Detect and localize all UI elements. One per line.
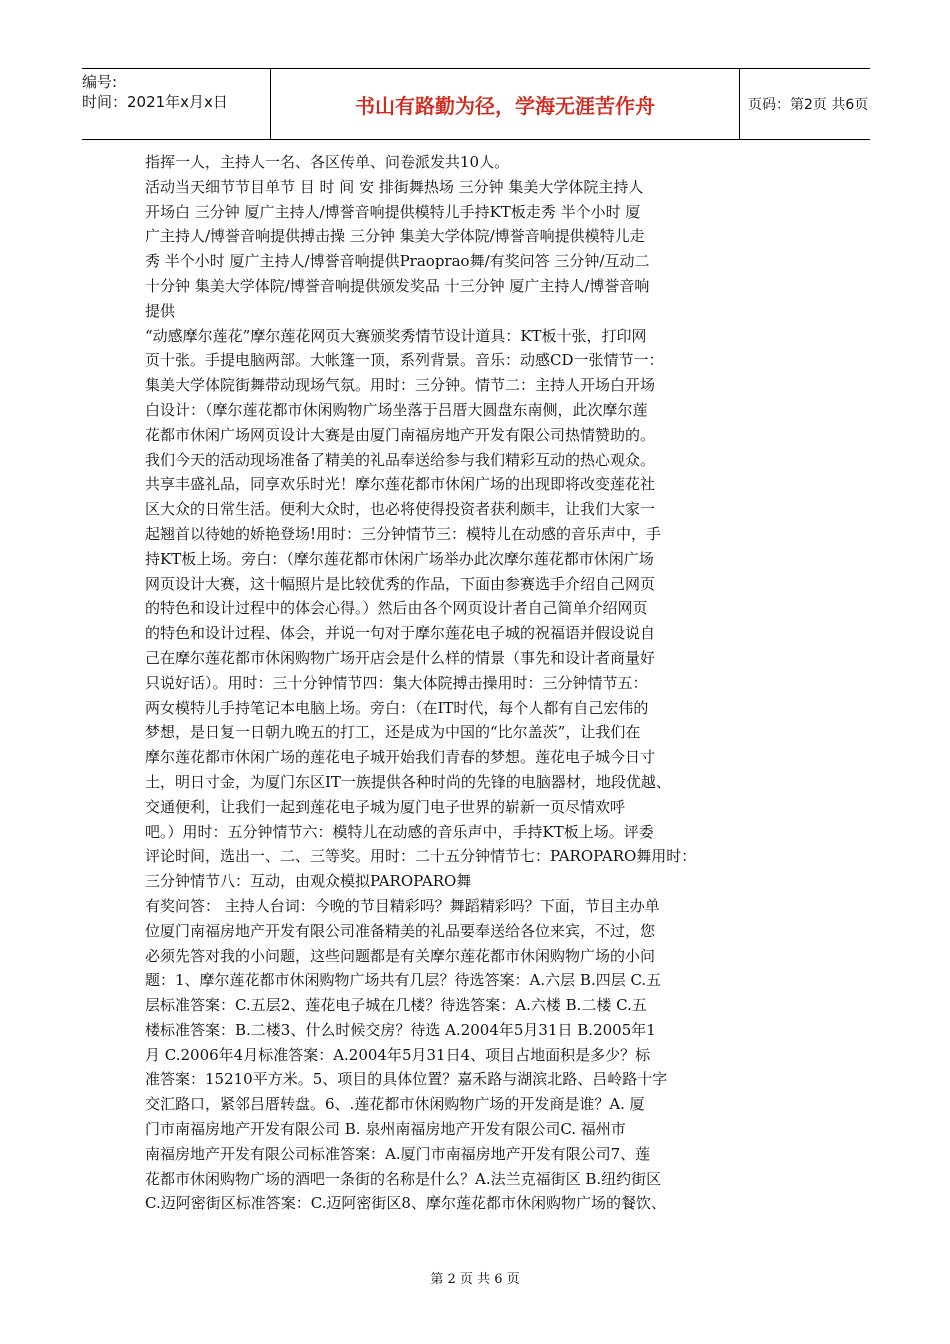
body-text-line: 指挥一人，主持人一名、各区传单、问卷派发共10人。 bbox=[145, 153, 510, 171]
body-text-line: 层标准答案：C.五层2、莲花电子城在几楼？待选答案：A.六楼 B.二楼 C.五 bbox=[145, 996, 647, 1015]
body-text-line: 摩尔莲花都市休闲广场的莲花电子城开始我们青春的梦想。莲花电子城今日寸 bbox=[145, 748, 656, 767]
body-text-line: 三分钟情节八：互动，由观众模拟PAROPARO舞 bbox=[145, 872, 472, 891]
body-text-line: 集美大学体院街舞带动现场气氛。用时：三分钟。情节二：主持人开场白开场 bbox=[145, 376, 656, 395]
body-text-line: 的特色和设计过程、体会，并说一句对于摩尔莲花电子城的祝福语并假设说自 bbox=[145, 624, 656, 643]
body-text-line: 位厦门南福房地产开发有限公司准备精美的礼品要奉送给各位来宾，不过，您 bbox=[145, 921, 656, 940]
body-text-line: 十分钟 集美大学体院/博誉音响提供颁发奖品 十三分钟 厦广主持人/博誉音响 bbox=[145, 276, 650, 295]
body-text-line: 南福房地产开发有限公司标准答案：A.厦门市南福房地产开发有限公司7、莲 bbox=[145, 1144, 651, 1163]
body-text-line: 广主持人/博誉音响提供搏击操 三分钟 集美大学体院/博誉音响提供模特儿走 bbox=[145, 227, 645, 246]
body-text-line: 交汇路口，紧邻吕厝转盘。6、.莲花都市休闲购物广场的开发商是谁？A. 厦 bbox=[145, 1095, 645, 1114]
body-text-line: 评论时间，选出一、二、三等奖。用时：二十五分钟情节七：PAROPARO舞用时： bbox=[145, 847, 697, 866]
body-text-line: 的特色和设计过程中的体会心得。）然后由各个网页设计者自己简单介绍网页 bbox=[145, 599, 648, 618]
document-date: 时间：2021年x月x日 bbox=[82, 93, 228, 111]
body-text-line: 交通便利，让我们一起到莲花电子城为厦门电子世界的崭新一页尽情欢呼 bbox=[145, 797, 626, 816]
page-header bbox=[82, 68, 870, 140]
body-text-line: 有奖问答： 主持人台词：今晚的节目精彩吗？舞蹈精彩吗？下面，节目主办单 bbox=[145, 896, 660, 915]
body-text-line: 活动当天细节节目单节 目 时 间 安 排街舞热场 三分钟 集美大学体院主持人 bbox=[145, 177, 644, 196]
body-text-line: 必须先答对我的小问题，这些问题都是有关摩尔莲花都市休闲购物广场的小问 bbox=[145, 946, 656, 965]
body-text-line: 只说好话）。用时：三十分钟情节四：集大体院搏击操用时：三分钟情节五： bbox=[145, 673, 648, 692]
header-page-number: 页码：第2页 共6页 bbox=[748, 97, 869, 113]
document-body bbox=[145, 150, 825, 1216]
body-text-line: “动感摩尔莲花”摩尔莲花网页大赛颁奖秀情节设计道具：KT板十张，打印网 bbox=[145, 326, 647, 345]
body-text-line: 秀 半个小时 厦广主持人/博誉音响提供Praoprao舞/有奖问答 三分钟/互动二 bbox=[145, 252, 650, 271]
body-text-line: 月 C.2006年4月标准答案：A.2004年5月31日4、项目占地面积是多少？标 bbox=[145, 1045, 651, 1064]
body-text-line: 楼标准答案：B.二楼3、什么时候交房？待选 A.2004年5月31日 B.2005年1 bbox=[145, 1020, 656, 1039]
body-text-line: 门市南福房地产开发有限公司 B. 泉州南福房地产开发有限公司C. 福州市 bbox=[145, 1120, 626, 1139]
body-text-line: 页十张。手提电脑两部。大帐篷一顶，系列背景。音乐：动感CD一张情节一： bbox=[145, 351, 664, 370]
body-text-line: 土，明日寸金，为厦门东区IT一族提供各种时尚的先锋的电脑器材，地段优越、 bbox=[145, 772, 671, 791]
body-text-line: 准答案：15210平方米。5、项目的具体位置？嘉禾路与湖滨北路、吕岭路十字 bbox=[145, 1070, 668, 1089]
header-meta bbox=[82, 69, 270, 139]
body-text-line: 花都市休闲广场网页设计大赛是由厦门南福房地产开发有限公司热情赞助的。 bbox=[145, 425, 656, 444]
document-number-label: 编号: bbox=[82, 73, 118, 91]
body-text-line: 共享丰盛礼品，同享欢乐时光！摩尔莲花都市休闲广场的出现即将改变莲花社 bbox=[145, 475, 656, 494]
body-text-line: 两女模特儿手持笔记本电脑上场。旁白：（在IT时代，每个人都有自己宏伟的 bbox=[145, 698, 649, 717]
body-text-line: 提供 bbox=[145, 301, 176, 320]
page-footer: 第 2 页 共 6 页 bbox=[430, 1272, 520, 1287]
body-text-line: 吧。）用时：五分钟情节六：模特儿在动感的音乐声中，手持KT板上场。评委 bbox=[145, 822, 654, 841]
body-text-line: C.迈阿密街区标准答案：C.迈阿密街区8、摩尔莲花都市休闲购物广场的餐饮、 bbox=[145, 1194, 666, 1213]
body-text-line: 起翘首以待她的娇艳登场!用时：三分钟情节三：模特儿在动感的音乐声中，手 bbox=[145, 524, 662, 543]
body-text-line: 白设计：（摩尔莲花都市休闲购物广场坐落于吕厝大圆盘东南侧，此次摩尔莲 bbox=[145, 400, 648, 419]
body-text-line: 我们今天的活动现场准备了精美的礼品奉送给参与我们精彩互动的热心观众。 bbox=[145, 450, 656, 469]
body-text-line: 花都市休闲购物广场的酒吧一条街的名称是什么？A.法兰克福街区 B.纽约街区 bbox=[145, 1169, 662, 1188]
body-text-line: 开场白 三分钟 厦广主持人/博誉音响提供模特儿手持KT板走秀 半个小时 厦 bbox=[145, 202, 641, 221]
body-text-line: 网页设计大赛，这十幅照片是比较优秀的作品，下面由参赛选手介绍自己网页 bbox=[145, 574, 656, 593]
body-text-line: 持KT板上场。旁白：（摩尔莲花都市休闲广场举办此次摩尔莲花都市休闲广场 bbox=[145, 549, 654, 568]
body-text-line: 题：1、摩尔莲花都市休闲购物广场共有几层？待选答案：A.六层 B.四层 C.五 bbox=[145, 971, 662, 990]
header-motto: 书山有路勤为径，学海无涯苦作舟 bbox=[270, 69, 740, 139]
body-text-line: 己在摩尔莲花都市休闲购物广场开店会是什么样的情景（事先和设计者商量好 bbox=[145, 648, 656, 667]
body-text-line: 区大众的日常生活。便利大众时，也必将使得投资者获利颇丰，让我们大家一 bbox=[145, 500, 656, 519]
body-text-line: 梦想，是日复一日朝九晚五的打工，还是成为中国的“比尔盖茨”，让我们在 bbox=[145, 723, 641, 742]
